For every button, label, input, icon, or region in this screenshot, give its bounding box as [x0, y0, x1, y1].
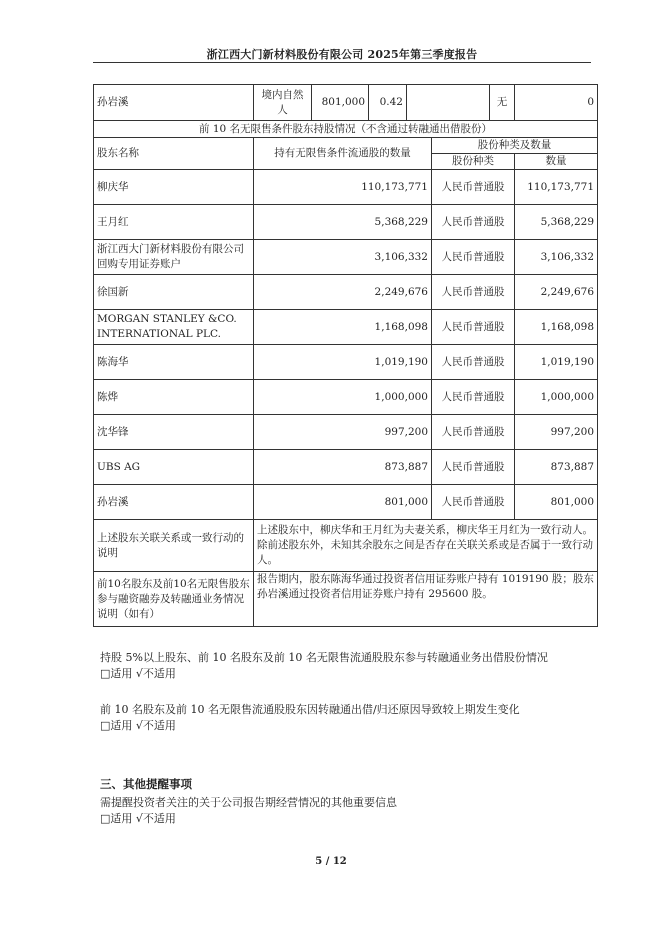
holder-name: 徐国新 [94, 275, 254, 310]
top-row-restricted [407, 85, 490, 121]
lending-options: □适用 √不适用 [100, 667, 176, 680]
holder-type: 人民币普通股 [432, 485, 515, 520]
table-row [94, 240, 598, 275]
holder-count: 2,249,676 [515, 275, 598, 310]
holder-qty: 997,200 [254, 415, 432, 450]
table-row [94, 310, 598, 345]
holder-type: 人民币普通股 [432, 450, 515, 485]
col-header-qty: 持有无限售条件流通股的数量 [254, 138, 432, 170]
top-holder-table [93, 84, 598, 121]
change-paragraph [100, 702, 520, 734]
section-heading: 三、其他提醒事项 [100, 777, 192, 791]
holder-name: MORGAN STANLEY &CO. INTERNATIONAL PLC. [94, 310, 254, 345]
holder-count: 1,000,000 [515, 380, 598, 415]
page-header: 浙江西大门新材料股份有限公司 2025年第三季度报告 [206, 48, 478, 61]
holder-qty: 1,000,000 [254, 380, 432, 415]
unrestricted-holders-table [93, 120, 598, 627]
table-row [94, 275, 598, 310]
holder-name: 王月红 [94, 205, 254, 240]
holder-type: 人民币普通股 [432, 415, 515, 450]
col-header-name: 股东名称 [94, 138, 254, 170]
top-row-shares: 801,000 [312, 85, 369, 121]
col-header-count: 数量 [515, 154, 598, 170]
top-row-nature: 境内自然人 [254, 85, 312, 121]
top-row-pledge-status: 无 [490, 85, 515, 121]
top-row-name: 孙岩溪 [94, 85, 254, 121]
col-header-type-group: 股份种类及数量 [432, 138, 598, 154]
holder-name: 陈烨 [94, 380, 254, 415]
holder-type: 人民币普通股 [432, 170, 515, 205]
holder-count: 3,106,332 [515, 240, 598, 275]
top-row-pct: 0.42 [369, 85, 407, 121]
holder-qty: 1,019,190 [254, 345, 432, 380]
holder-qty: 873,887 [254, 450, 432, 485]
holder-qty: 801,000 [254, 485, 432, 520]
holder-name: 沈华锋 [94, 415, 254, 450]
margin-label: 前10名股东及前10名无限售股东参与融资融券及转融通业务情况说明（如有） [94, 572, 254, 627]
holder-count: 1,019,190 [515, 345, 598, 380]
table-row [94, 485, 598, 520]
lending-paragraph [100, 650, 548, 682]
holder-type: 人民币普通股 [432, 380, 515, 415]
lending-title: 持股 5%以上股东、前 10 名股东及前 10 名无限售流通股股东参与转融通业务出借股份情况 [100, 651, 548, 664]
holder-qty: 2,249,676 [254, 275, 432, 310]
holder-name: UBS AG [94, 450, 254, 485]
table-row [94, 205, 598, 240]
holder-qty: 3,106,332 [254, 240, 432, 275]
change-options: □适用 √不适用 [100, 719, 176, 732]
holder-name: 柳庆华 [94, 170, 254, 205]
holder-count: 1,168,098 [515, 310, 598, 345]
section-body [100, 795, 397, 827]
holder-qty: 110,173,771 [254, 170, 432, 205]
holder-type: 人民币普通股 [432, 275, 515, 310]
holder-qty: 5,368,229 [254, 205, 432, 240]
change-title: 前 10 名股东及前 10 名无限售流通股股东因转融通出借/归还原因导致较上期发生变化 [100, 703, 520, 716]
section-desc: 需提醒投资者关注的关于公司报告期经营情况的其他重要信息 [100, 796, 397, 809]
holder-type: 人民币普通股 [432, 345, 515, 380]
top-row-pledge-qty: 0 [515, 85, 598, 121]
relation-label: 上述股东关联关系或一致行动的说明 [94, 520, 254, 572]
holder-type: 人民币普通股 [432, 205, 515, 240]
holder-qty: 1,168,098 [254, 310, 432, 345]
holder-count: 5,368,229 [515, 205, 598, 240]
holder-type: 人民币普通股 [432, 310, 515, 345]
holder-count: 997,200 [515, 415, 598, 450]
table-row [94, 170, 598, 205]
holder-name: 浙江西大门新材料股份有限公司回购专用证券账户 [94, 240, 254, 275]
table-row [94, 415, 598, 450]
section-options: □适用 √不适用 [100, 812, 176, 825]
table-row [94, 380, 598, 415]
table-title: 前 10 名无限售条件股东持股情况（不含通过转融通出借股份） [94, 121, 598, 138]
holder-type: 人民币普通股 [432, 240, 515, 275]
relation-text: 上述股东中，柳庆华和王月红为夫妻关系，柳庆华王月红为一致行动人。除前述股东外，未知其余股东之间是否存在关联关系或是否属于一致行动人。 [254, 520, 598, 572]
holder-name: 陈海华 [94, 345, 254, 380]
holder-count: 873,887 [515, 450, 598, 485]
table-row [94, 450, 598, 485]
holder-name: 孙岩溪 [94, 485, 254, 520]
holder-count: 801,000 [515, 485, 598, 520]
table-row [94, 345, 598, 380]
header-rule [93, 62, 591, 63]
page-number: 5 / 12 [315, 856, 347, 867]
holder-count: 110,173,771 [515, 170, 598, 205]
margin-text: 报告期内，股东陈海华通过投资者信用证券账户持有 1019190 股；股东孙岩溪通过投资者信用证券账户持有 295600 股。 [254, 572, 598, 627]
col-header-type: 股份种类 [432, 154, 515, 170]
